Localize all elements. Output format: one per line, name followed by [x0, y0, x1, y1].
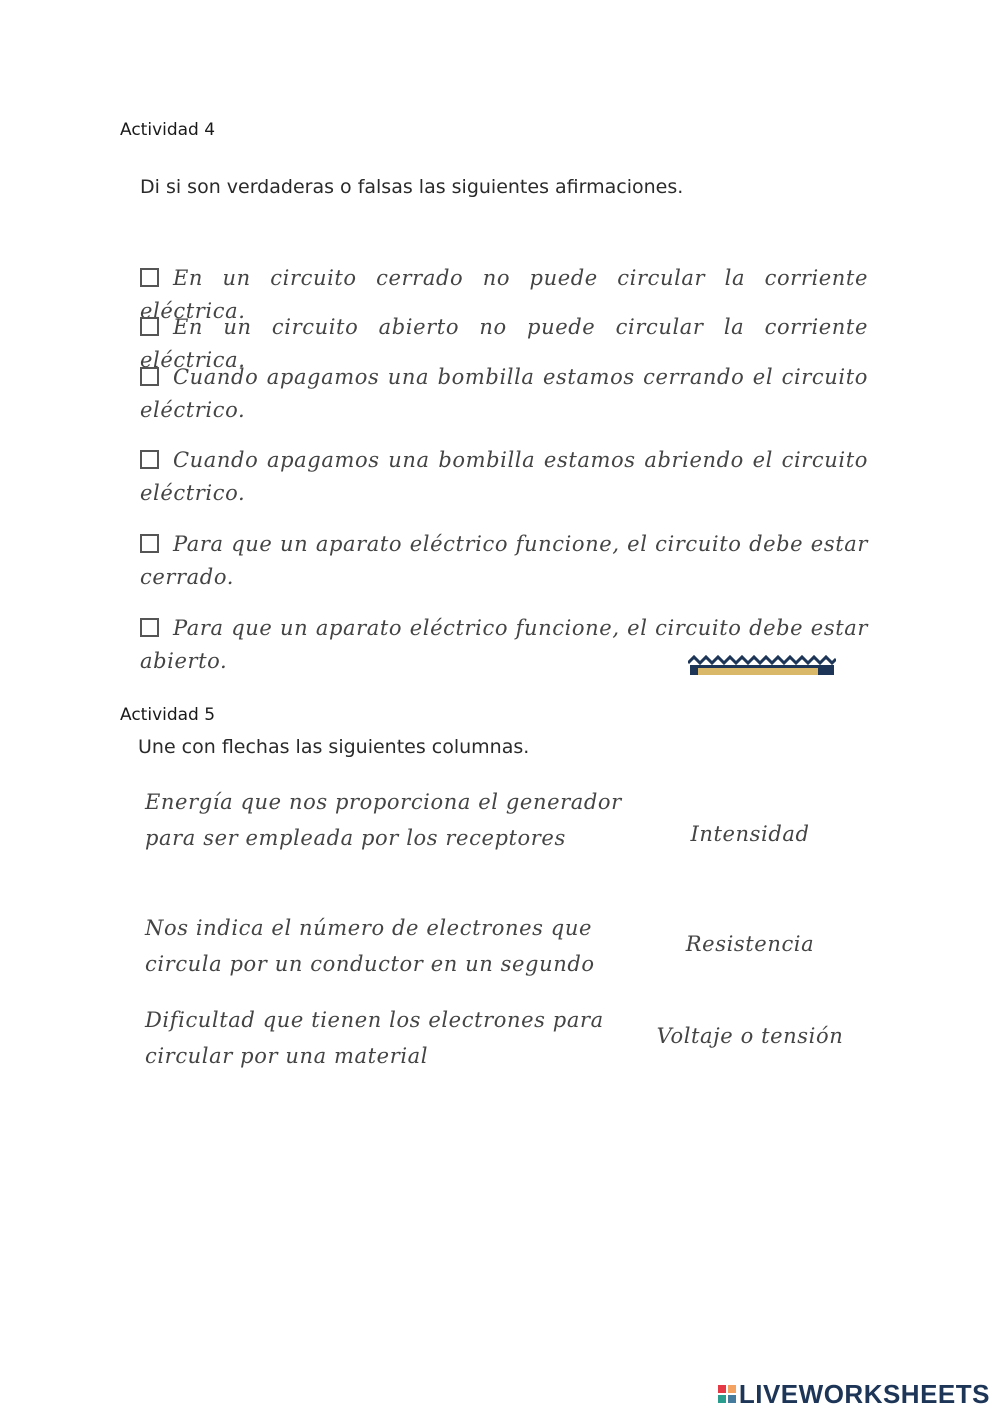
statement-6-checkbox[interactable] [140, 618, 159, 637]
statement-5-checkbox[interactable] [140, 534, 159, 553]
statement-3 [140, 361, 868, 427]
activity-4-title: Actividad 4 [120, 120, 216, 140]
match-left-1[interactable]: Energía que nos proporciona el generador para ser empleada por los receptores [145, 790, 622, 850]
statement-5-text: Para que un aparato eléctrico funcione, el circuito debe estar cerrado. [140, 532, 868, 589]
statement-2-text: En un circuito abierto no puede circular la corriente eléctrica. [140, 315, 868, 372]
statement-3-text: Cuando apagamos una bombilla estamos cerrando el circuito eléctrico. [140, 365, 868, 422]
brand-text: LIVEWORKSHEETS [738, 1378, 990, 1409]
liveworksheets-logo[interactable] [718, 1380, 990, 1408]
statement-4-checkbox[interactable] [140, 450, 159, 469]
statement-4-text: Cuando apagamos una bombilla estamos abriendo el circuito eléctrico. [140, 448, 868, 505]
activity-5-title: Actividad 5 [120, 705, 216, 725]
statement-2-checkbox[interactable] [140, 317, 159, 336]
liveworksheets-logo-icon [718, 1385, 736, 1403]
match-right-intensidad[interactable]: Intensidad [690, 822, 810, 846]
activity-4-instruction: Di si son verdaderas o falsas las siguientes afirmaciones. [140, 176, 684, 198]
statement-1-checkbox[interactable] [140, 268, 159, 287]
illustration-fragment [688, 655, 836, 675]
statement-5 [140, 528, 868, 594]
match-left-2[interactable]: Nos indica el número de electrones que circula por un conductor en un segundo [145, 916, 595, 976]
match-right-resistencia[interactable]: Resistencia [685, 932, 815, 956]
statement-4 [140, 444, 868, 510]
statement-6-text: Para que un aparato eléctrico funcione, el circuito debe estar abierto. [140, 616, 868, 673]
activity-5-instruction: Une con flechas las siguientes columnas. [138, 736, 530, 758]
statement-3-checkbox[interactable] [140, 367, 159, 386]
match-left-3[interactable]: Dificultad que tienen los electrones para circular por una material [145, 1008, 604, 1068]
statement-1-text: En un circuito cerrado no puede circular la corriente eléctrica. [140, 266, 868, 323]
match-right-voltaje[interactable]: Voltaje o tensión [656, 1024, 844, 1048]
